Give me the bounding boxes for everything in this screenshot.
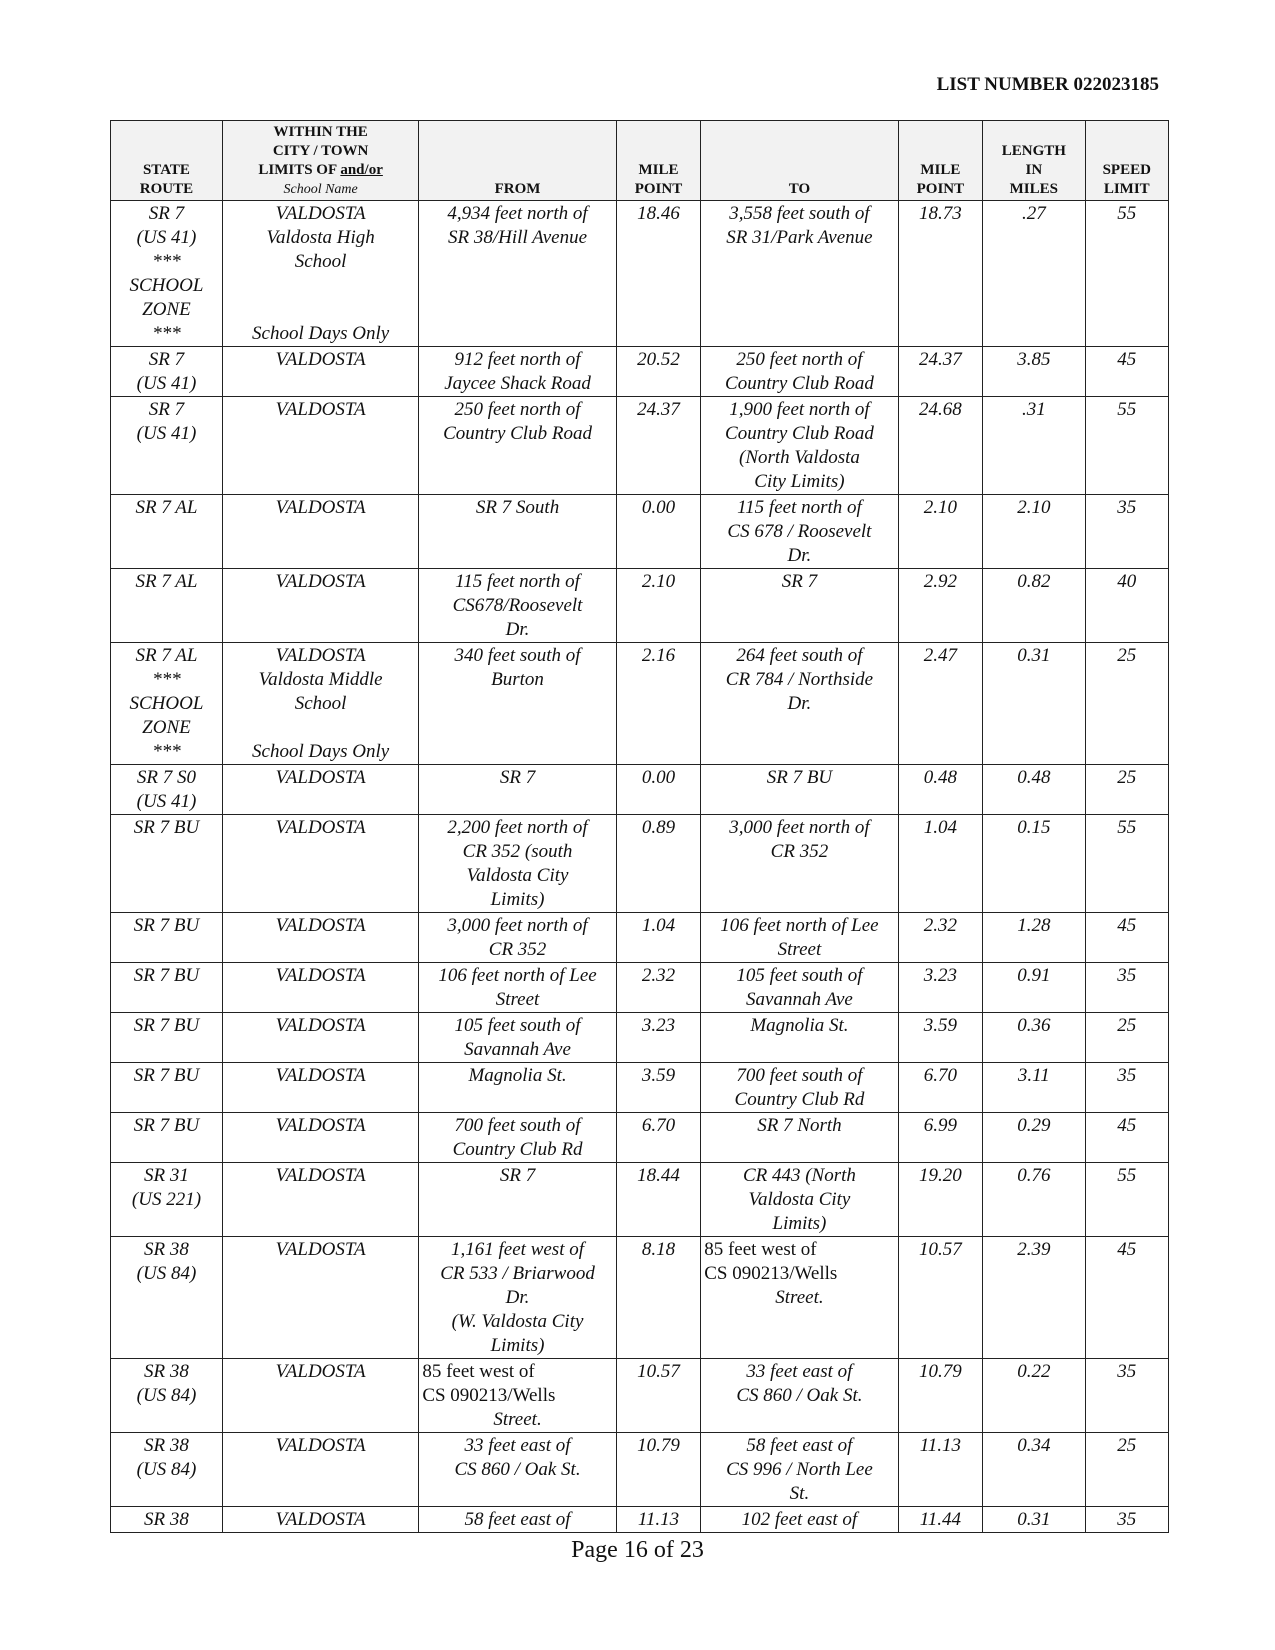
cell-to: 85 feet west of CS 090213/Wells Street.	[701, 1237, 898, 1359]
cell-length: 3.85	[983, 347, 1085, 397]
cell-length: 1.28	[983, 913, 1085, 963]
cell-city: VALDOSTA	[222, 815, 418, 913]
cell-city: VALDOSTA	[222, 569, 418, 643]
cell-mile-point-from: 1.04	[616, 913, 700, 963]
cell-city: VALDOSTA	[222, 765, 418, 815]
cell-mile-point-to: 2.10	[898, 495, 982, 569]
cell-length: .27	[983, 201, 1085, 347]
cell-mile-point-to: 24.37	[898, 347, 982, 397]
cell-mile-point-from: 8.18	[616, 1237, 700, 1359]
table-row	[111, 765, 1169, 815]
cell-from: SR 7	[419, 765, 616, 815]
cell-length: 0.34	[983, 1433, 1085, 1507]
cell-speed-limit: 55	[1085, 1163, 1168, 1237]
cell-from: 4,934 feet north of SR 38/Hill Avenue	[419, 201, 616, 347]
cell-city: VALDOSTA	[222, 963, 418, 1013]
list-number: LIST NUMBER 022023185	[936, 74, 1159, 95]
cell-to: SR 7 BU	[701, 765, 898, 815]
table-row	[111, 1237, 1169, 1359]
cell-state-route: SR 7 (US 41) *** SCHOOL ZONE ***	[111, 201, 223, 347]
cell-state-route: SR 38 (US 84)	[111, 1359, 223, 1433]
cell-city: VALDOSTA	[222, 1359, 418, 1433]
page-number: Page 16 of 23	[571, 1537, 704, 1563]
cell-speed-limit: 25	[1085, 643, 1168, 765]
cell-state-route: SR 7 BU	[111, 963, 223, 1013]
cell-speed-limit: 45	[1085, 1237, 1168, 1359]
cell-city: VALDOSTA	[222, 913, 418, 963]
cell-city: VALDOSTA	[222, 1113, 418, 1163]
table-row	[111, 1013, 1169, 1063]
cell-speed-limit: 35	[1085, 1359, 1168, 1433]
header-state-route: STATE ROUTE	[111, 121, 223, 201]
cell-city: VALDOSTA	[222, 1063, 418, 1113]
cell-state-route: SR 7 (US 41)	[111, 397, 223, 495]
cell-mile-point-to: 2.47	[898, 643, 982, 765]
cell-city: VALDOSTA Valdosta Middle School School Days Only	[222, 643, 418, 765]
cell-mile-point-to: 3.59	[898, 1013, 982, 1063]
cell-mile-point-from: 18.44	[616, 1163, 700, 1237]
cell-state-route: SR 31 (US 221)	[111, 1163, 223, 1237]
cell-city: VALDOSTA	[222, 1507, 418, 1533]
cell-from: SR 7	[419, 1163, 616, 1237]
cell-mile-point-to: 1.04	[898, 815, 982, 913]
cell-city: VALDOSTA	[222, 495, 418, 569]
cell-mile-point-from: 10.79	[616, 1433, 700, 1507]
cell-state-route: SR 38 (US 84)	[111, 1433, 223, 1507]
cell-to: Magnolia St.	[701, 1013, 898, 1063]
cell-city: VALDOSTA	[222, 1163, 418, 1237]
cell-mile-point-from: 2.10	[616, 569, 700, 643]
header-from: FROM	[419, 121, 616, 201]
cell-mile-point-to: 10.57	[898, 1237, 982, 1359]
cell-speed-limit: 35	[1085, 1063, 1168, 1113]
cell-to: 1,900 feet north of Country Club Road (North Valdosta City Limits)	[701, 397, 898, 495]
cell-city: VALDOSTA	[222, 347, 418, 397]
table-row	[111, 495, 1169, 569]
cell-from: 700 feet south of Country Club Rd	[419, 1113, 616, 1163]
cell-length: 0.91	[983, 963, 1085, 1013]
table-row	[111, 1163, 1169, 1237]
cell-length: 0.48	[983, 765, 1085, 815]
header-length-miles: LENGTH IN MILES	[983, 121, 1085, 201]
cell-state-route: SR 7 BU	[111, 1113, 223, 1163]
cell-to: SR 7	[701, 569, 898, 643]
cell-mile-point-from: 10.57	[616, 1359, 700, 1433]
cell-to: 105 feet south of Savannah Ave	[701, 963, 898, 1013]
cell-city: VALDOSTA	[222, 1237, 418, 1359]
cell-length: 0.22	[983, 1359, 1085, 1433]
cell-state-route: SR 7 BU	[111, 1063, 223, 1113]
cell-state-route: SR 7 AL	[111, 569, 223, 643]
cell-speed-limit: 45	[1085, 1113, 1168, 1163]
cell-state-route: SR 7 BU	[111, 1013, 223, 1063]
table-row	[111, 913, 1169, 963]
cell-from: 33 feet east of CS 860 / Oak St.	[419, 1433, 616, 1507]
cell-city: VALDOSTA	[222, 1013, 418, 1063]
cell-from: SR 7 South	[419, 495, 616, 569]
cell-mile-point-to: 18.73	[898, 201, 982, 347]
cell-from: 250 feet north of Country Club Road	[419, 397, 616, 495]
header-mile-point-2: MILE POINT	[898, 121, 982, 201]
cell-to: 102 feet east of	[701, 1507, 898, 1533]
cell-mile-point-to: 3.23	[898, 963, 982, 1013]
cell-mile-point-from: 24.37	[616, 397, 700, 495]
cell-mile-point-from: 2.16	[616, 643, 700, 765]
cell-speed-limit: 55	[1085, 815, 1168, 913]
cell-mile-point-to: 6.70	[898, 1063, 982, 1113]
table-row	[111, 1063, 1169, 1113]
cell-to: SR 7 North	[701, 1113, 898, 1163]
table-row	[111, 1359, 1169, 1433]
cell-mile-point-from: 0.89	[616, 815, 700, 913]
header-city-limits: WITHIN THE CITY / TOWN LIMITS OF and/or School Name	[222, 121, 418, 201]
header-mile-point-1: MILE POINT	[616, 121, 700, 201]
cell-mile-point-from: 20.52	[616, 347, 700, 397]
cell-city: VALDOSTA Valdosta High School School Days Only	[222, 201, 418, 347]
cell-mile-point-to: 6.99	[898, 1113, 982, 1163]
cell-from: 1,161 feet west of CR 533 / Briarwood Dr. (W. Valdosta City Limits)	[419, 1237, 616, 1359]
cell-to: 250 feet north of Country Club Road	[701, 347, 898, 397]
cell-from: 106 feet north of Lee Street	[419, 963, 616, 1013]
cell-to: 115 feet north of CS 678 / Roosevelt Dr.	[701, 495, 898, 569]
cell-to: 3,000 feet north of CR 352	[701, 815, 898, 913]
cell-to: 58 feet east of CS 996 / North Lee St.	[701, 1433, 898, 1507]
table-row	[111, 569, 1169, 643]
cell-to: 264 feet south of CR 784 / Northside Dr.	[701, 643, 898, 765]
cell-length: 0.29	[983, 1113, 1085, 1163]
cell-state-route: SR 38 (US 84)	[111, 1237, 223, 1359]
cell-from: 912 feet north of Jaycee Shack Road	[419, 347, 616, 397]
cell-mile-point-from: 2.32	[616, 963, 700, 1013]
cell-speed-limit: 25	[1085, 1013, 1168, 1063]
cell-city: VALDOSTA	[222, 1433, 418, 1507]
table-row	[111, 397, 1169, 495]
cell-from: 58 feet east of	[419, 1507, 616, 1533]
cell-from: Magnolia St.	[419, 1063, 616, 1113]
cell-to: 700 feet south of Country Club Rd	[701, 1063, 898, 1113]
table-row	[111, 1507, 1169, 1533]
cell-state-route: SR 7 BU	[111, 815, 223, 913]
cell-mile-point-from: 3.23	[616, 1013, 700, 1063]
cell-from: 115 feet north of CS678/Roosevelt Dr.	[419, 569, 616, 643]
cell-from: 3,000 feet north of CR 352	[419, 913, 616, 963]
cell-mile-point-from: 3.59	[616, 1063, 700, 1113]
cell-speed-limit: 35	[1085, 495, 1168, 569]
cell-state-route: SR 7 (US 41)	[111, 347, 223, 397]
cell-state-route: SR 7 AL *** SCHOOL ZONE ***	[111, 643, 223, 765]
table-row	[111, 1113, 1169, 1163]
cell-to: 3,558 feet south of SR 31/Park Avenue	[701, 201, 898, 347]
cell-from: 2,200 feet north of CR 352 (south Valdosta City Limits)	[419, 815, 616, 913]
table-row	[111, 201, 1169, 347]
cell-mile-point-from: 18.46	[616, 201, 700, 347]
cell-length: 0.31	[983, 643, 1085, 765]
table-row	[111, 815, 1169, 913]
table-row	[111, 1433, 1169, 1507]
speed-limit-table	[110, 120, 1169, 1533]
table-body	[111, 201, 1169, 1533]
cell-from: 85 feet west of CS 090213/Wells Street.	[419, 1359, 616, 1433]
cell-to: CR 443 (North Valdosta City Limits)	[701, 1163, 898, 1237]
cell-mile-point-to: 10.79	[898, 1359, 982, 1433]
header-speed-limit: SPEED LIMIT	[1085, 121, 1168, 201]
cell-mile-point-to: 19.20	[898, 1163, 982, 1237]
cell-speed-limit: 45	[1085, 913, 1168, 963]
cell-state-route: SR 7 AL	[111, 495, 223, 569]
cell-speed-limit: 25	[1085, 1433, 1168, 1507]
cell-speed-limit: 35	[1085, 1507, 1168, 1533]
cell-speed-limit: 45	[1085, 347, 1168, 397]
cell-mile-point-to: 11.44	[898, 1507, 982, 1533]
cell-state-route: SR 7 S0 (US 41)	[111, 765, 223, 815]
cell-from: 105 feet south of Savannah Ave	[419, 1013, 616, 1063]
table-row	[111, 643, 1169, 765]
cell-city: VALDOSTA	[222, 397, 418, 495]
cell-length: 2.10	[983, 495, 1085, 569]
cell-mile-point-from: 0.00	[616, 495, 700, 569]
cell-mile-point-to: 24.68	[898, 397, 982, 495]
cell-to: 33 feet east of CS 860 / Oak St.	[701, 1359, 898, 1433]
cell-length: 0.82	[983, 569, 1085, 643]
cell-to: 106 feet north of Lee Street	[701, 913, 898, 963]
cell-mile-point-from: 6.70	[616, 1113, 700, 1163]
cell-mile-point-to: 0.48	[898, 765, 982, 815]
cell-mile-point-to: 2.92	[898, 569, 982, 643]
cell-length: 0.76	[983, 1163, 1085, 1237]
cell-state-route: SR 7 BU	[111, 913, 223, 963]
table-row	[111, 347, 1169, 397]
cell-speed-limit: 40	[1085, 569, 1168, 643]
cell-speed-limit: 55	[1085, 397, 1168, 495]
cell-length: 3.11	[983, 1063, 1085, 1113]
cell-length: 0.15	[983, 815, 1085, 913]
cell-state-route: SR 38	[111, 1507, 223, 1533]
cell-from: 340 feet south of Burton	[419, 643, 616, 765]
cell-speed-limit: 25	[1085, 765, 1168, 815]
cell-mile-point-to: 2.32	[898, 913, 982, 963]
cell-length: 0.31	[983, 1507, 1085, 1533]
cell-length: 2.39	[983, 1237, 1085, 1359]
cell-length: .31	[983, 397, 1085, 495]
table-header-row	[111, 121, 1169, 201]
cell-length: 0.36	[983, 1013, 1085, 1063]
cell-speed-limit: 35	[1085, 963, 1168, 1013]
cell-mile-point-to: 11.13	[898, 1433, 982, 1507]
header-to: TO	[701, 121, 898, 201]
table-row	[111, 963, 1169, 1013]
cell-mile-point-from: 11.13	[616, 1507, 700, 1533]
cell-speed-limit: 55	[1085, 201, 1168, 347]
cell-mile-point-from: 0.00	[616, 765, 700, 815]
